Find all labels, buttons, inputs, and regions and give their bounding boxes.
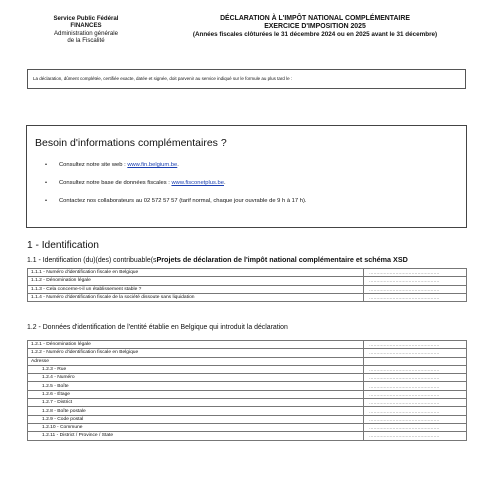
form-row xyxy=(28,341,467,349)
website-link[interactable]: www.fin.belgium.be xyxy=(127,162,178,168)
field-value[interactable]: ………………………………………… xyxy=(364,415,467,423)
info-item-text: Consultez notre site web : xyxy=(59,162,128,168)
form-row xyxy=(28,269,467,277)
field-label: 1.2.5 - Boîte xyxy=(28,382,364,390)
identification-table xyxy=(27,268,467,302)
field-value[interactable]: ………………………………………… xyxy=(364,382,467,390)
form-row xyxy=(28,293,467,301)
subsection-1-2-title: 1.2 - Données d'identification de l'entité établie en Belgique qui introduit la déclaration xyxy=(27,324,288,331)
form-row xyxy=(28,423,467,431)
form-row xyxy=(28,365,467,373)
bullet-icon: • xyxy=(45,198,48,204)
info-item-text: Contactez nos collaborateurs au 02 572 57 57 (tarif normal, chaque jour ouvrable de 9 h à 17 h). xyxy=(59,198,307,204)
field-label: Adresse xyxy=(28,357,364,365)
section-title: 1 - Identification xyxy=(27,240,99,251)
bullet-icon: • xyxy=(45,180,48,186)
field-label: 1.2.7 - District xyxy=(28,399,364,407)
field-label: 1.1.2 - Dénomination légale xyxy=(28,277,364,285)
issuer-block xyxy=(30,15,142,45)
form-row xyxy=(28,399,467,407)
field-value[interactable]: ………………………………………… xyxy=(364,399,467,407)
info-item-text: Consultez notre base de données fiscales : xyxy=(59,180,172,186)
field-label: 1.2.6 - Étage xyxy=(28,390,364,398)
info-item-contact xyxy=(45,198,307,204)
field-value[interactable]: ………………………………………… xyxy=(364,341,467,349)
form-row xyxy=(28,390,467,398)
info-item-after: . xyxy=(177,162,179,168)
field-label: 1.2.8 - Boîte postale xyxy=(28,407,364,415)
form-row xyxy=(28,374,467,382)
field-value xyxy=(364,357,467,365)
title-line-1: DÉCLARATION À L'IMPÔT NATIONAL COMPLÉMENTAIRE xyxy=(220,15,410,22)
subsection-1-1-title xyxy=(27,255,408,264)
database-link[interactable]: www.fisconetplus.be xyxy=(171,180,224,186)
field-label: 1.1.4 - Numéro d'identification fiscale de la société dissoute sans liquidation xyxy=(28,293,364,301)
field-value[interactable]: ………………………………………… xyxy=(364,365,467,373)
title-line-3: (Années fiscales clôturées le 31 décembre 2024 ou en 2025 avant le 31 décembre) xyxy=(192,30,438,38)
info-item-database xyxy=(45,180,226,186)
field-value[interactable]: ………………………………………… xyxy=(364,269,467,277)
overlay-heading: Projets de déclaration de l'impôt national complémentaire et schéma XSD xyxy=(156,255,408,264)
admin-line-1: Administration générale xyxy=(53,29,119,37)
form-row xyxy=(28,285,467,293)
field-value[interactable]: ………………………………………… xyxy=(364,285,467,293)
field-label: 1.2.3 - Rue xyxy=(28,365,364,373)
entity-table xyxy=(27,340,467,441)
deadline-notice-text: La déclaration, dûment complétée, certifiée exacte, datée et signée, doit parvenir au service indiqué sur le formule au plus tard le : xyxy=(33,76,293,81)
form-row xyxy=(28,415,467,423)
field-value[interactable]: ………………………………………… xyxy=(364,349,467,357)
bullet-icon: • xyxy=(45,162,48,168)
deadline-notice xyxy=(27,69,466,89)
field-label: 1.2.11 - District / Province / State xyxy=(28,432,364,440)
field-label: 1.2.4 - Numéro xyxy=(28,374,364,382)
field-value[interactable]: ………………………………………… xyxy=(364,423,467,431)
document-title xyxy=(165,15,465,38)
field-value[interactable]: ………………………………………… xyxy=(364,432,467,440)
form-row xyxy=(28,382,467,390)
org-dept: FINANCES xyxy=(70,22,102,30)
field-value[interactable]: ………………………………………… xyxy=(364,407,467,415)
form-row xyxy=(28,407,467,415)
subsection-1-1-prefix: 1.1 - Identification (du)(des) contribuable(s xyxy=(27,257,157,264)
form-row xyxy=(28,277,467,285)
info-title: Besoin d'informations complémentaires ? xyxy=(35,137,227,149)
field-value[interactable]: ………………………………………… xyxy=(364,374,467,382)
admin-line-2: de la Fiscalité xyxy=(67,37,105,45)
field-value[interactable]: ………………………………………… xyxy=(364,390,467,398)
org-name: Service Public Fédéral xyxy=(53,15,119,22)
field-label: 1.2.1 - Dénomination légale xyxy=(28,341,364,349)
field-value[interactable]: ………………………………………… xyxy=(364,277,467,285)
form-row xyxy=(28,349,467,357)
field-value[interactable]: ………………………………………… xyxy=(364,293,467,301)
field-label: 1.2.9 - Code postal xyxy=(28,415,364,423)
title-line-2: EXERCICE D'IMPOSITION 2025 xyxy=(264,22,366,30)
field-label: 1.1.3 - Cela concerne-t-il un établissement stable ? xyxy=(28,285,364,293)
form-row xyxy=(28,357,467,365)
info-item-after: . xyxy=(224,180,226,186)
info-box xyxy=(26,125,467,228)
info-item-website xyxy=(45,162,179,168)
field-label: 1.2.2 - Numéro d'identification fiscale en Belgique xyxy=(28,349,364,357)
field-label: 1.2.10 - Commune xyxy=(28,423,364,431)
field-label: 1.1.1 - Numéro d'identification fiscale en Belgique xyxy=(28,269,364,277)
form-row xyxy=(28,432,467,440)
